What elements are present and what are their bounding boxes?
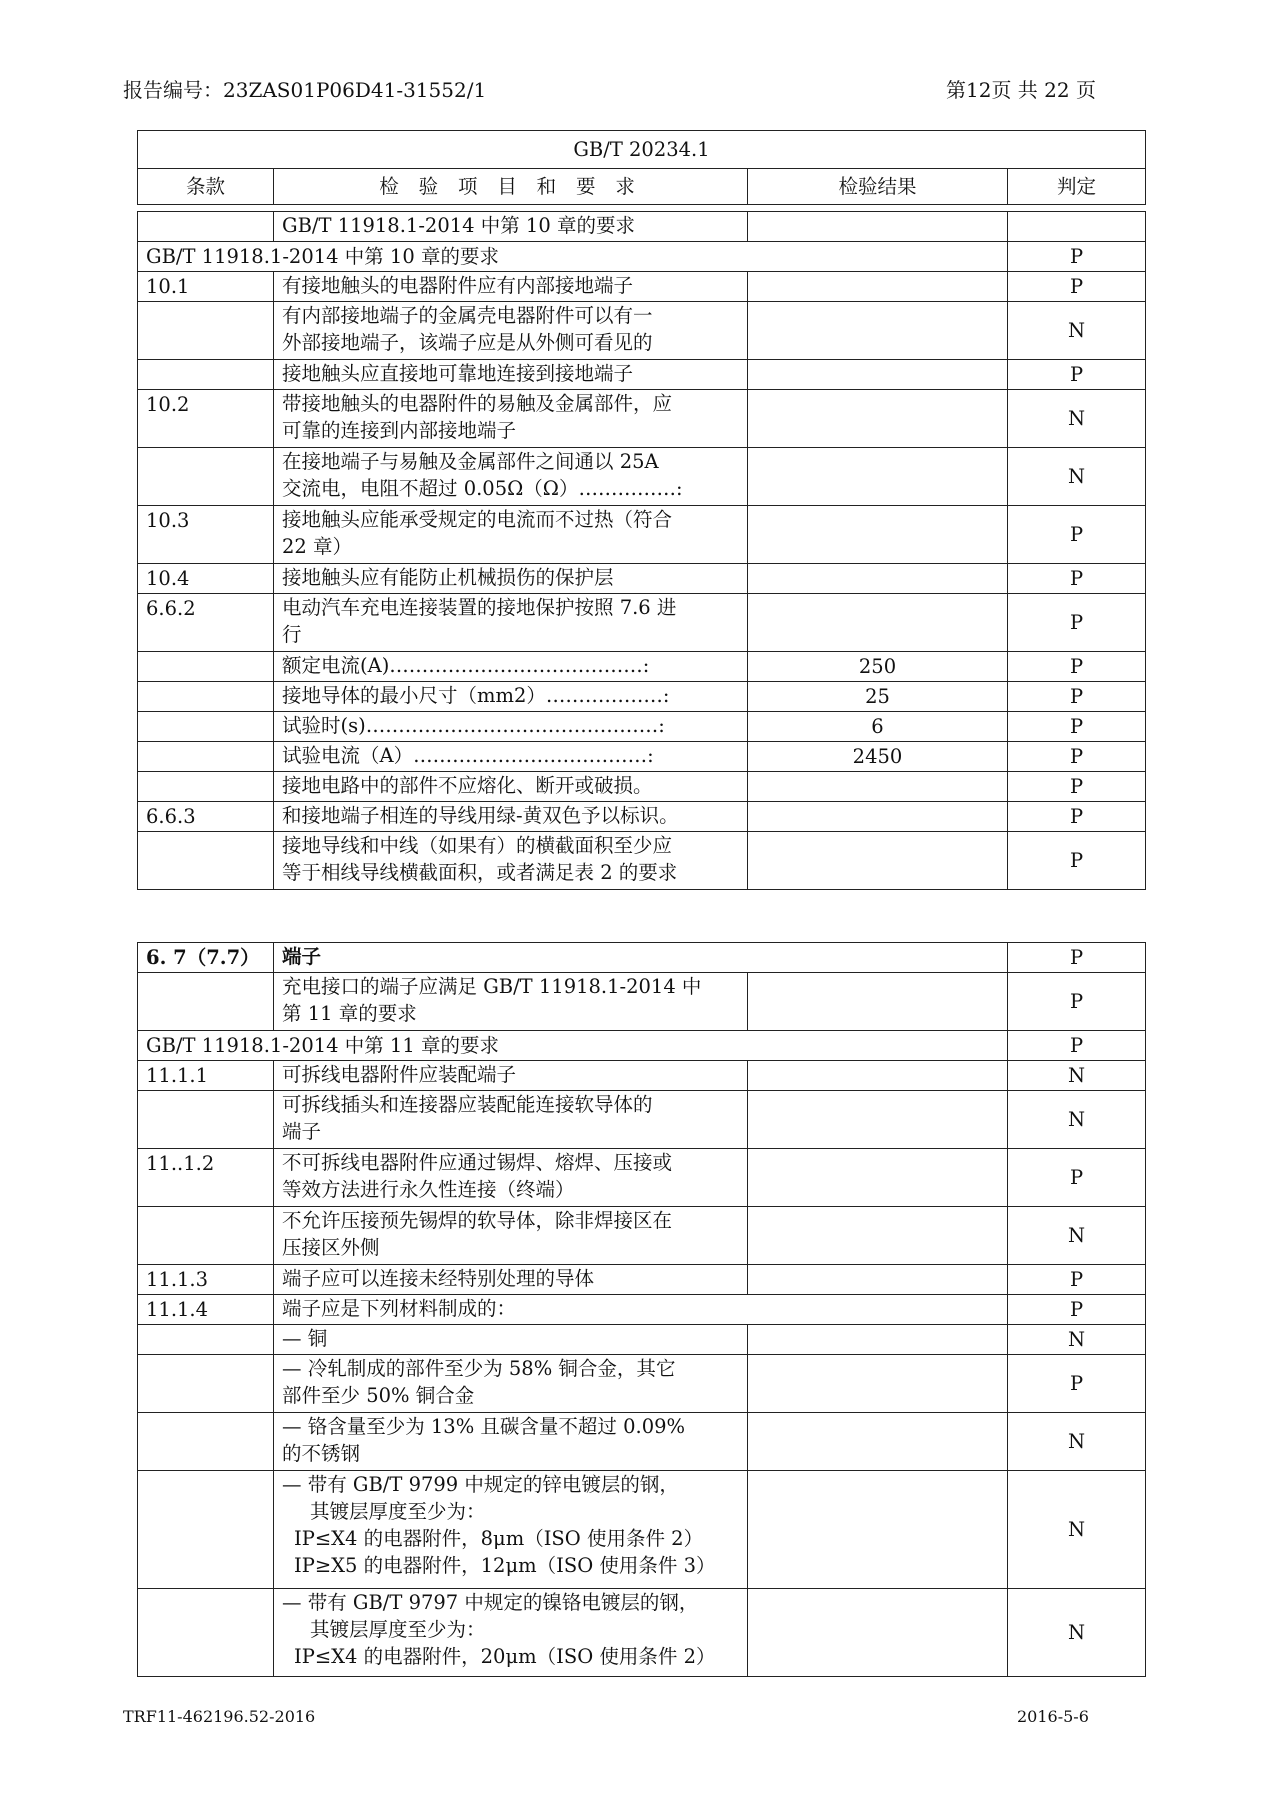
clause-cell [138, 712, 274, 742]
item-cell [274, 594, 748, 652]
verdict-cell: P [1008, 506, 1146, 564]
verdict-cell: P [1008, 1265, 1146, 1295]
item-line: 可靠的连接到内部接地端子 [282, 419, 517, 442]
item-cell [274, 302, 748, 360]
verdict-cell: N [1008, 1325, 1146, 1355]
clause-cell: 10.2 [138, 390, 274, 448]
form-number: TRF11-462196.52-2016 [123, 1707, 316, 1726]
verdict-cell: P [1008, 1149, 1146, 1207]
item-cell [274, 973, 748, 1031]
item-cell: GB/T 11918.1-2014 中第 10 章的要求 [274, 212, 748, 242]
item-cell [274, 1207, 748, 1265]
item-line: 充电接口的端子应满足 GB/T 11918.1-2014 中 [282, 975, 702, 998]
item-line: 等效方法进行永久性连接（终端） [282, 1178, 575, 1201]
clause-cell [138, 772, 274, 802]
item-line: IP≤X4 的电器附件，8μm（ISO 使用条件 2） [294, 1527, 704, 1550]
verdict-cell: N [1008, 1589, 1146, 1677]
item-line: 不允许压接预先锡焊的软导体，除非焊接区在 [282, 1209, 673, 1232]
verdict-cell: N [1008, 1207, 1146, 1265]
col-clause-header: 条款 [138, 169, 274, 205]
item-cell: GB/T 11918.1-2014 中第 10 章的要求 [138, 242, 1008, 272]
result-cell [748, 594, 1008, 652]
table-row [138, 448, 1146, 506]
clause-cell [138, 1091, 274, 1149]
clause-cell [138, 1413, 274, 1471]
item-cell: 端子应可以连接未经特别处理的导体 [274, 1265, 748, 1295]
item-line: 等于相线导线横截面积，或者满足表 2 的要求 [282, 861, 678, 884]
verdict-cell: P [1008, 1295, 1146, 1325]
result-cell [748, 1471, 1008, 1589]
item-line: 端子 [282, 1120, 322, 1143]
clause-cell [138, 1589, 274, 1677]
result-cell [748, 448, 1008, 506]
item-cell [274, 1355, 748, 1413]
item-line: 行 [282, 623, 302, 646]
clause-cell [138, 682, 274, 712]
result-cell [748, 564, 1008, 594]
table-row [138, 1355, 1146, 1413]
item-line: 22 章） [282, 535, 353, 558]
clause-cell [138, 1325, 274, 1355]
item-line: IP≤X4 的电器附件，20μm（ISO 使用条件 2） [294, 1645, 716, 1668]
verdict-cell: N [1008, 1471, 1146, 1589]
table-row [138, 742, 1146, 772]
item-cell: 接地电路中的部件不应熔化、断开或破损。 [274, 772, 748, 802]
item-cell: 试验电流（A）………………………………: [274, 742, 748, 772]
table-row [138, 973, 1146, 1031]
form-date: 2016-5-6 [1017, 1707, 1089, 1726]
item-cell [274, 448, 748, 506]
item-cell [274, 1471, 748, 1589]
standard-title: GB/T 20234.1 [138, 131, 1146, 169]
clause-cell: 11.1.1 [138, 1061, 274, 1091]
item-cell: 接地触头应有能防止机械损伤的保护层 [274, 564, 748, 594]
clause-cell [138, 832, 274, 890]
result-cell: 6 [748, 712, 1008, 742]
verdict-cell: N [1008, 390, 1146, 448]
verdict-cell: P [1008, 594, 1146, 652]
verdict-cell: P [1008, 943, 1146, 973]
item-cell: 接地导体的最小尺寸（mm2）………………: [274, 682, 748, 712]
section-title: 端子 [274, 943, 1008, 973]
table-row [138, 682, 1146, 712]
result-cell: 2450 [748, 742, 1008, 772]
clause-cell: 6. 7（7.7） [138, 943, 274, 973]
item-line: 带接地触头的电器附件的易触及金属部件，应 [282, 392, 673, 415]
clause-cell [138, 652, 274, 682]
clause-cell: 10.3 [138, 506, 274, 564]
table-row [138, 772, 1146, 802]
table-row [138, 1265, 1146, 1295]
table-row [138, 1149, 1146, 1207]
table-header-row [138, 169, 1146, 205]
clause-cell [138, 360, 274, 390]
clause-cell: 10.4 [138, 564, 274, 594]
item-line: 压接区外侧 [282, 1236, 380, 1259]
clause-cell [138, 742, 274, 772]
result-cell [748, 302, 1008, 360]
inspection-table-2 [137, 942, 1146, 1677]
result-cell [748, 973, 1008, 1031]
result-cell [748, 1207, 1008, 1265]
table-row [138, 832, 1146, 890]
clause-cell [138, 448, 274, 506]
item-line: 可拆线插头和连接器应装配能连接软导体的 [282, 1093, 653, 1116]
result-cell [748, 272, 1008, 302]
item-line: — 冷轧制成的部件至少为 58% 铜合金，其它 [282, 1357, 676, 1380]
table-row [138, 1413, 1146, 1471]
table-row [138, 1325, 1146, 1355]
item-cell: 和接地端子相连的导线用绿-黄双色予以标识。 [274, 802, 748, 832]
result-cell [748, 1589, 1008, 1677]
item-line: 接地导线和中线（如果有）的横截面积至少应 [282, 834, 673, 857]
result-cell: 25 [748, 682, 1008, 712]
table-row [138, 506, 1146, 564]
item-cell: 试验时(s)………………………………………: [274, 712, 748, 742]
result-cell [748, 772, 1008, 802]
item-cell: 可拆线电器附件应装配端子 [274, 1061, 748, 1091]
item-line: 电动汽车充电连接装置的接地保护按照 7.6 进 [282, 596, 677, 619]
table-row [138, 802, 1146, 832]
item-line: 外部接地端子，该端子应是从外侧可看见的 [282, 331, 653, 354]
result-cell [748, 506, 1008, 564]
clause-cell: 6.6.2 [138, 594, 274, 652]
verdict-cell: P [1008, 772, 1146, 802]
item-line: 其镀层厚度至少为： [310, 1618, 486, 1641]
item-cell: GB/T 11918.1-2014 中第 11 章的要求 [138, 1031, 1008, 1061]
clause-cell [138, 1207, 274, 1265]
item-line: 接地触头应能承受规定的电流而不过热（符合 [282, 508, 673, 531]
clause-cell [138, 1355, 274, 1413]
item-line: — 铬含量至少为 13% 且碳含量不超过 0.09% [282, 1415, 686, 1438]
item-cell: 额定电流(A)…………………………………: [274, 652, 748, 682]
verdict-cell: N [1008, 448, 1146, 506]
table-row [138, 712, 1146, 742]
result-cell [748, 1149, 1008, 1207]
item-cell: 有接地触头的电器附件应有内部接地端子 [274, 272, 748, 302]
verdict-cell: N [1008, 1061, 1146, 1091]
clause-cell [138, 302, 274, 360]
result-cell [748, 1413, 1008, 1471]
item-line: 其镀层厚度至少为： [310, 1500, 486, 1523]
result-cell [748, 1061, 1008, 1091]
clause-cell: 11..1.2 [138, 1149, 274, 1207]
report-number: 报告编号：23ZAS01P06D41-31552/1 [123, 78, 487, 102]
verdict-cell: N [1008, 302, 1146, 360]
clause-cell [138, 973, 274, 1031]
verdict-cell: P [1008, 832, 1146, 890]
item-cell: 端子应是下列材料制成的： [274, 1295, 1008, 1325]
result-cell [748, 1325, 1008, 1355]
verdict-cell: P [1008, 1355, 1146, 1413]
verdict-cell: P [1008, 973, 1146, 1031]
clause-cell: 10.1 [138, 272, 274, 302]
page-number: 第12页 共 22 页 [946, 78, 1096, 102]
table-row [138, 1471, 1146, 1589]
verdict-cell: P [1008, 682, 1146, 712]
item-line: 不可拆线电器附件应通过锡焊、熔焊、压接或 [282, 1151, 673, 1174]
inspection-table-1 [137, 130, 1146, 890]
item-line: — 带有 GB/T 9797 中规定的镍铬电镀层的钢， [282, 1591, 699, 1614]
item-line: 有内部接地端子的金属壳电器附件可以有一 [282, 304, 653, 327]
table-row [138, 272, 1146, 302]
result-cell [748, 1265, 1008, 1295]
item-cell: 接地触头应直接地可靠地连接到接地端子 [274, 360, 748, 390]
table-row [138, 1061, 1146, 1091]
item-cell [274, 1091, 748, 1149]
item-line: 的不锈钢 [282, 1442, 361, 1465]
clause-cell: 6.6.3 [138, 802, 274, 832]
verdict-cell: P [1008, 712, 1146, 742]
verdict-cell: P [1008, 360, 1146, 390]
table-row [138, 1207, 1146, 1265]
table-row [138, 360, 1146, 390]
result-cell [748, 360, 1008, 390]
verdict-cell: P [1008, 652, 1146, 682]
item-cell [274, 832, 748, 890]
table-row [138, 1031, 1146, 1061]
table-row [138, 564, 1146, 594]
clause-cell [138, 212, 274, 242]
col-verdict-header: 判定 [1008, 169, 1146, 205]
item-line: — 带有 GB/T 9799 中规定的锌电镀层的钢， [282, 1473, 679, 1496]
table-title-row [138, 131, 1146, 169]
section-heading-row [138, 943, 1146, 973]
col-item-header: 检 验 项 目 和 要 求 [274, 169, 748, 205]
table-row [138, 302, 1146, 360]
clause-cell: 11.1.3 [138, 1265, 274, 1295]
verdict-cell: P [1008, 242, 1146, 272]
result-cell: 250 [748, 652, 1008, 682]
result-cell [748, 390, 1008, 448]
table-row [138, 242, 1146, 272]
verdict-cell: P [1008, 742, 1146, 772]
verdict-cell: P [1008, 272, 1146, 302]
verdict-cell: P [1008, 802, 1146, 832]
result-cell [748, 832, 1008, 890]
result-cell [748, 802, 1008, 832]
table-row [138, 594, 1146, 652]
result-cell [748, 1091, 1008, 1149]
item-cell [274, 1149, 748, 1207]
item-cell: — 铜 [274, 1325, 748, 1355]
table-row [138, 1589, 1146, 1677]
table-row [138, 652, 1146, 682]
table-row [138, 1295, 1146, 1325]
table-row [138, 212, 1146, 242]
item-cell [274, 1413, 748, 1471]
verdict-cell: P [1008, 564, 1146, 594]
verdict-cell: P [1008, 1031, 1146, 1061]
item-line: IP≥X5 的电器附件，12μm（ISO 使用条件 3） [294, 1554, 716, 1577]
item-line: 在接地端子与易触及金属部件之间通以 25A [282, 450, 659, 473]
col-result-header: 检验结果 [748, 169, 1008, 205]
item-line: 交流电，电阻不超过 0.05Ω（Ω）……………: [282, 477, 683, 500]
item-cell [274, 506, 748, 564]
item-cell [274, 390, 748, 448]
clause-cell: 11.1.4 [138, 1295, 274, 1325]
item-line: 部件至少 50% 铜合金 [282, 1384, 475, 1407]
verdict-cell: N [1008, 1091, 1146, 1149]
item-cell [274, 1589, 748, 1677]
table-row [138, 390, 1146, 448]
item-line: 第 11 章的要求 [282, 1002, 417, 1025]
result-cell [748, 212, 1008, 242]
result-cell [748, 1355, 1008, 1413]
verdict-cell: N [1008, 1413, 1146, 1471]
verdict-cell [1008, 212, 1146, 242]
clause-cell [138, 1471, 274, 1589]
table-row [138, 1091, 1146, 1149]
